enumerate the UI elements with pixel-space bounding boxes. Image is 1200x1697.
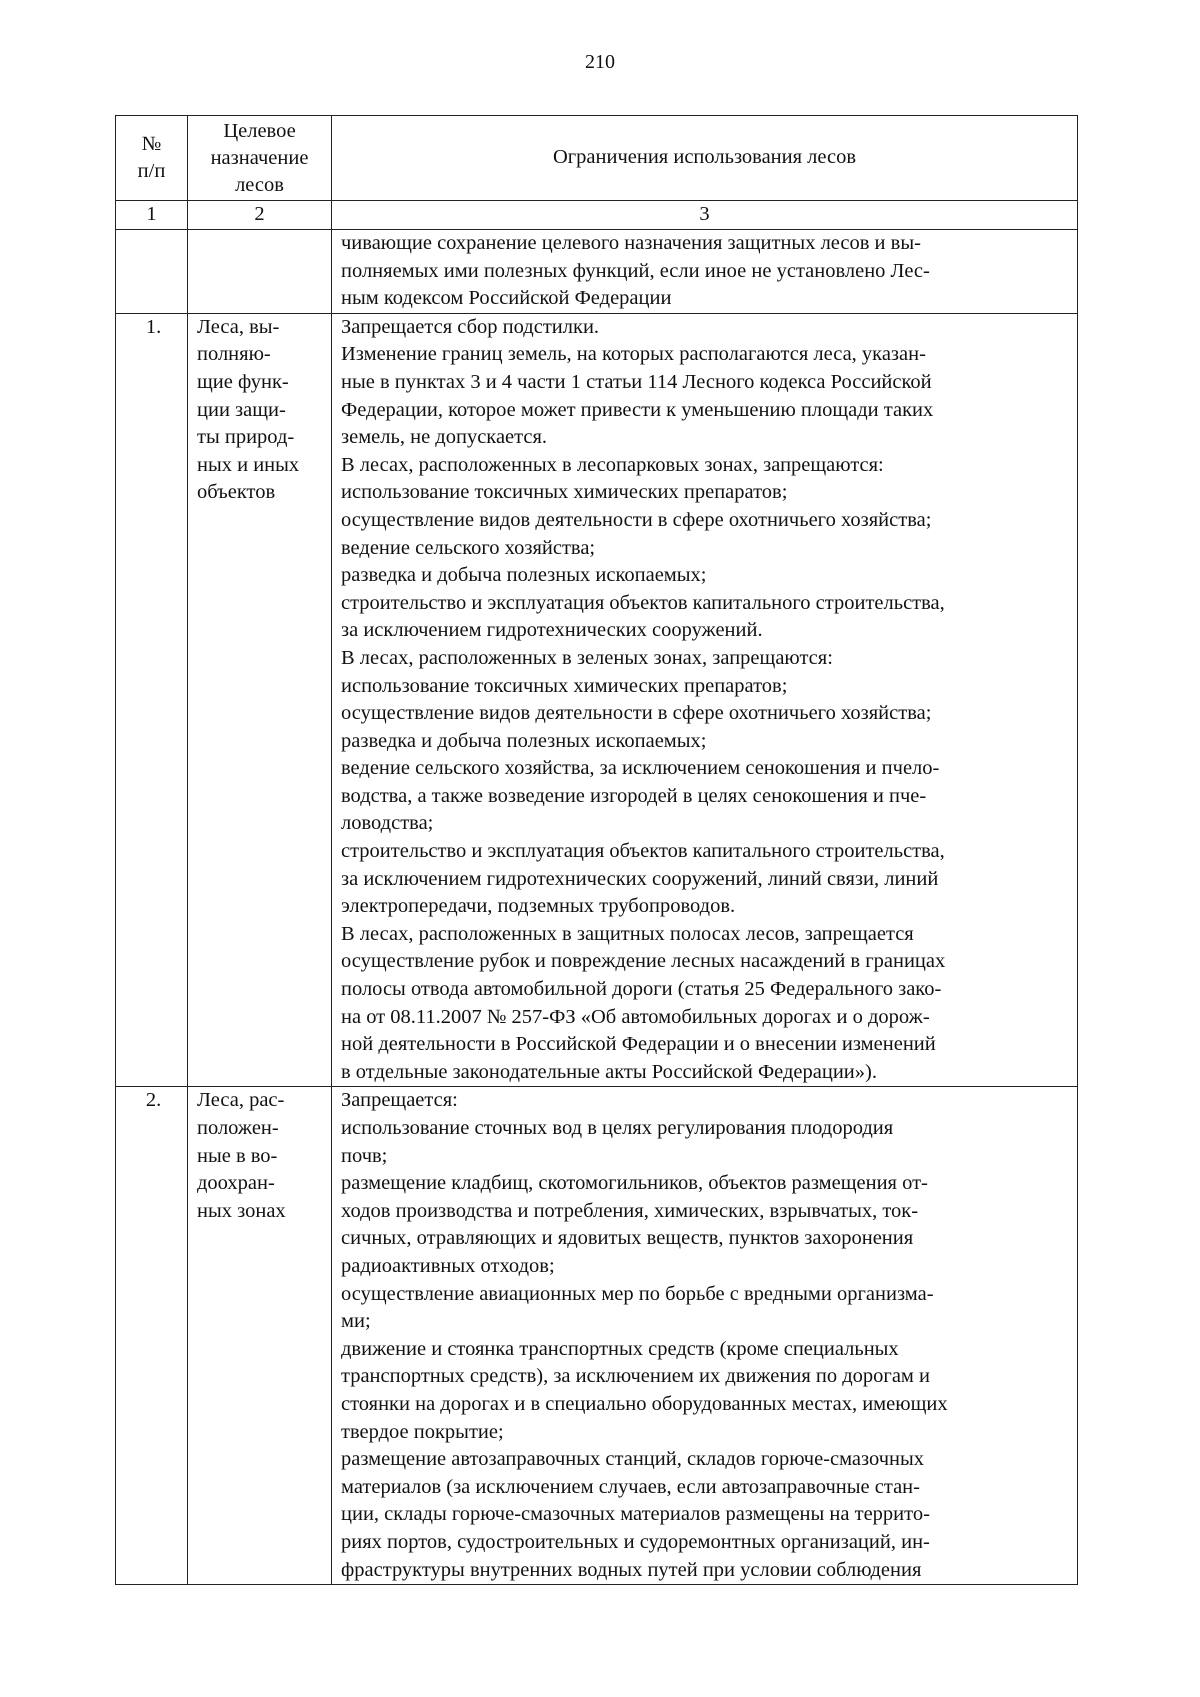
restriction-line: осуществление рубок и повреждение лесных насаждений в границах <box>341 950 946 973</box>
column-number: 3 <box>332 201 1078 230</box>
restriction-line: на от 08.11.2007 № 257-ФЗ «Об автомобильных дорогах и о дорож- <box>341 1005 930 1028</box>
restriction-line: размещение кладбищ, скотомогильников, объектов размещения от- <box>341 1172 928 1195</box>
restriction-line: за исключением гидротехнических сооружений. <box>341 619 763 642</box>
purpose-line: Леса, рас- <box>197 1089 285 1112</box>
column-number: 2 <box>188 201 332 230</box>
purpose-line: ных и иных <box>197 453 300 476</box>
page-number: 210 <box>585 51 615 73</box>
row-number: 2. <box>116 1087 188 1585</box>
restriction-line: материалов (за исключением случаев, если автозаправочные стан- <box>341 1475 920 1498</box>
row-restrictions <box>332 1087 1078 1585</box>
continuation-restrictions-cell <box>332 230 1078 314</box>
restriction-line: радиоактивных отходов; <box>341 1254 555 1277</box>
restriction-line: строительство и эксплуатация объектов капитального строительства, <box>341 591 945 614</box>
restriction-line: водства, а также возведение изгородей в целях сенокошения и пче- <box>341 784 927 807</box>
restriction-line: риях портов, судостроительных и судоремонтных организаций, ин- <box>341 1530 930 1553</box>
restriction-line: Запрещается: <box>341 1089 458 1112</box>
restriction-line: ми; <box>341 1310 371 1333</box>
restriction-line: В лесах, расположенных в зеленых зонах, запрещаются: <box>341 646 833 669</box>
restriction-line: разведка и добыча полезных ископаемых; <box>341 564 707 587</box>
header-restrictions: Ограничения использования лесов <box>332 116 1078 201</box>
table-header-row <box>116 116 1078 201</box>
column-numbers-row <box>116 201 1078 230</box>
restriction-line: В лесах, расположенных в защитных полосах лесов, запрещается <box>341 922 914 945</box>
restriction-line: разведка и добыча полезных ископаемых; <box>341 729 707 752</box>
forest-restrictions-table <box>115 115 1078 1585</box>
header-purpose <box>188 116 332 201</box>
restriction-line: осуществление видов деятельности в сфере охотничьего хозяйства; <box>341 702 932 725</box>
restriction-line: осуществление видов деятельности в сфере охотничьего хозяйства; <box>341 508 932 531</box>
restriction-line: сичных, отравляющих и ядовитых веществ, пунктов захоронения <box>341 1227 914 1250</box>
purpose-line: ных зонах <box>197 1199 286 1222</box>
purpose-line: щие функ- <box>197 370 289 393</box>
restriction-line: Федерации, которое может привести к уменьшению площади таких <box>341 398 934 421</box>
restriction-line: ловодства; <box>341 812 434 835</box>
restriction-line: ным кодексом Российской Федерации <box>341 287 672 310</box>
purpose-line: положен- <box>197 1117 279 1139</box>
restriction-line: ции, склады горюче-смазочных материалов размещены на террито- <box>341 1503 930 1526</box>
continuation-number-cell <box>116 230 188 314</box>
header-purpose-line: лесов <box>235 173 284 196</box>
table-row <box>116 1087 1078 1585</box>
row-purpose <box>188 1087 332 1585</box>
purpose-line: полняю- <box>197 343 271 366</box>
restriction-line: транспортных средств), за исключением их движения по дорогам и <box>341 1365 931 1388</box>
purpose-line: объектов <box>197 481 276 504</box>
restriction-line: ные в пунктах 3 и 4 части 1 статьи 114 Лесного кодекса Российской <box>341 370 932 393</box>
header-purpose-line: Целевое <box>223 119 296 142</box>
restriction-line: движение и стоянка транспортных средств (кроме специальных <box>341 1337 899 1360</box>
restriction-line: осуществление авиационных мер по борьбе с вредными организма- <box>341 1282 934 1305</box>
continuation-purpose-cell <box>188 230 332 314</box>
restriction-line: чивающие сохранение целевого назначения защитных лесов и вы- <box>341 232 921 254</box>
row-purpose <box>188 313 332 1087</box>
restriction-line: В лесах, расположенных в лесопарковых зонах, запрещаются: <box>341 453 884 476</box>
header-number-line: № <box>141 133 162 155</box>
header-number-line: п/п <box>137 160 166 182</box>
restriction-line: электропередачи, подземных трубопроводов. <box>341 895 736 918</box>
restriction-line: использование токсичных химических препаратов; <box>341 481 788 504</box>
restriction-line: фраструктуры внутренних водных путей при условии соблюдения <box>341 1558 922 1581</box>
restriction-line: ходов производства и потребления, химических, взрывчатых, ток- <box>341 1199 919 1222</box>
restriction-line: строительство и эксплуатация объектов капитального строительства, <box>341 840 945 863</box>
table-row <box>116 313 1078 1087</box>
restriction-line: в отдельные законодательные акты Российской Федерации»). <box>341 1060 877 1083</box>
restriction-line: Запрещается сбор подстилки. <box>341 315 600 338</box>
restriction-line: ведение сельского хозяйства; <box>341 536 596 559</box>
purpose-line: ты природ- <box>197 426 295 449</box>
row-number: 1. <box>116 313 188 1087</box>
restriction-line: использование токсичных химических препаратов; <box>341 674 788 697</box>
restriction-line: стоянки на дорогах и в специально оборудованных местах, имеющих <box>341 1392 948 1415</box>
continuation-row <box>116 230 1078 314</box>
header-purpose-line: назначение <box>210 146 309 169</box>
restriction-line: ведение сельского хозяйства, за исключением сенокошения и пчело- <box>341 757 940 780</box>
restriction-line: размещение автозаправочных станций, складов горюче-смазочных <box>341 1448 925 1471</box>
header-number <box>116 116 188 201</box>
restriction-line: за исключением гидротехнических сооружений, линий связи, линий <box>341 867 939 890</box>
purpose-line: ные в во- <box>197 1144 278 1167</box>
restriction-line: полняемых ими полезных функций, если иное не установлено Лес- <box>341 259 930 282</box>
column-number: 1 <box>116 201 188 230</box>
purpose-line: ции защи- <box>197 398 286 421</box>
purpose-line: доохран- <box>197 1172 275 1195</box>
restriction-line: полосы отвода автомобильной дороги (статья 25 Федерального зако- <box>341 978 942 1001</box>
restriction-line: почв; <box>341 1144 388 1167</box>
purpose-line: Леса, вы- <box>197 315 280 338</box>
restriction-line: ной деятельности в Российской Федерации и о внесении изменений <box>341 1033 936 1056</box>
restriction-line: использование сточных вод в целях регулирования плодородия <box>341 1117 894 1139</box>
restriction-line: твердое покрытие; <box>341 1420 504 1443</box>
restriction-line: Изменение границ земель, на которых располагаются леса, указан- <box>341 343 926 366</box>
row-restrictions <box>332 313 1078 1087</box>
restriction-line: земель, не допускается. <box>341 426 548 449</box>
